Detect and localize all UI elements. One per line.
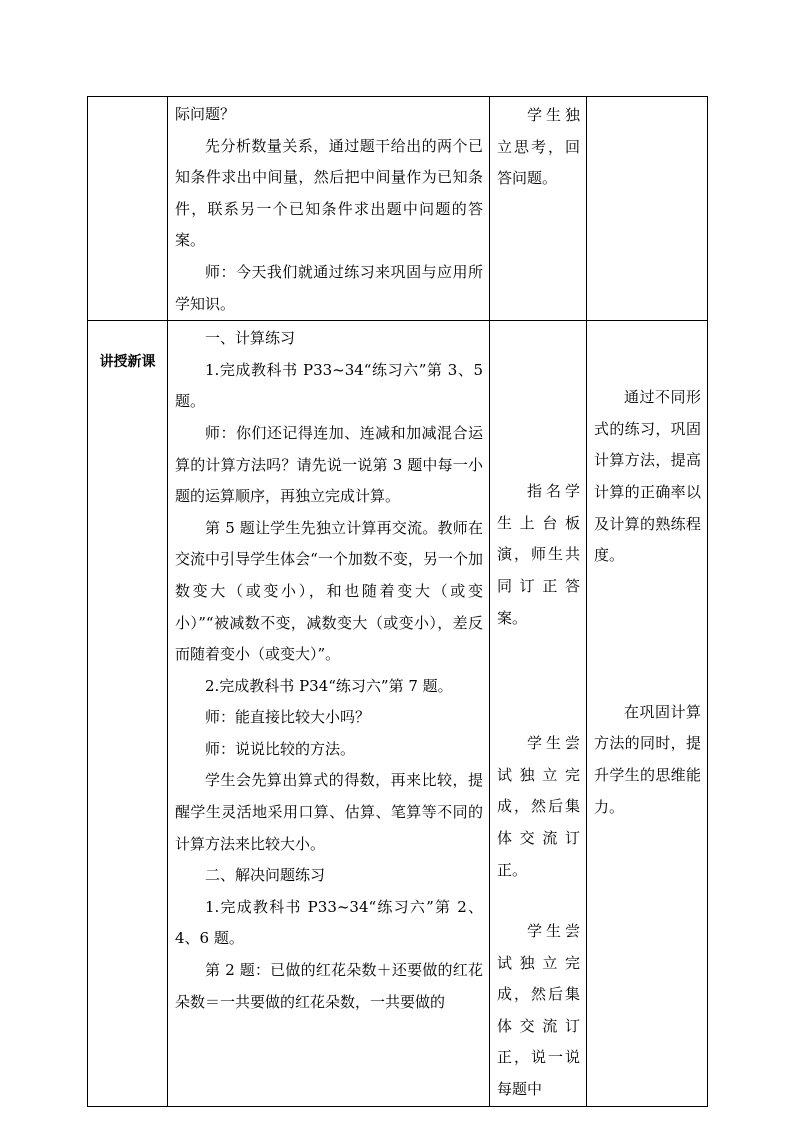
design-intent-cell	[587, 321, 708, 1107]
student-activity-cell	[490, 321, 587, 1107]
stage-label: 讲授新课	[99, 354, 156, 371]
content-paragraph: 际问题？	[175, 105, 236, 123]
content-paragraph: 第 2 题：已做的红花朵数＋还要做的红花朵数＝一共要做的红花朵数，一共要做的	[175, 961, 483, 1011]
content-cell	[168, 97, 490, 321]
stage-cell	[88, 97, 168, 321]
content-paragraph: 师：今天我们就通过练习来巩固与应用所学知识。	[175, 262, 483, 313]
content-paragraph: 师：能直接比较大小吗？	[205, 708, 371, 727]
design-intent-cell	[587, 97, 708, 321]
content-cell	[168, 321, 490, 1107]
lesson-plan-table	[87, 96, 708, 1107]
table-row	[88, 321, 708, 1107]
student-activity-text: 指名学生上台板演，师生共同订正答案。	[497, 482, 580, 627]
student-activity-cell	[490, 97, 587, 321]
content-paragraph: 二、解决问题练习	[205, 866, 326, 885]
design-intent-text: 通过不同形式的练习，巩固计算方法，提高计算的正确率以及计算的熟练程度。	[594, 388, 701, 565]
content-paragraph: 第 5 题让学生先独立计算再交流。教师在交流中引导学生体会“一个加数不变，另一个加数变大（或变小），和也随着变大（或变小）”“被减数不变，减数变大（或变小），差反而随着变小（或变大）”。	[175, 518, 483, 664]
student-activity-text: 学生独立思考，回答问题。	[497, 106, 580, 188]
content-paragraph: 师：说说比较的方法。	[205, 739, 356, 758]
content-paragraph: 2.完成教科书 P34“练习六”第 7 题。	[205, 676, 453, 695]
student-activity-text: 学生尝试独立完成，然后集体交流订正。	[497, 734, 580, 879]
content-paragraph: 1.完成教科书 P33~34“练习六”第 2、4、6 题。	[175, 897, 483, 948]
content-paragraph: 先分析数量关系，通过题干给出的两个已知条件求出中间量，然后把中间量作为已知条件，联系另一个已知条件求出题中问题的答案。	[175, 136, 483, 250]
content-paragraph: 1.完成教科书 P33~34“练习六”第 3、5 题。	[175, 360, 483, 411]
table-row	[88, 97, 708, 321]
content-paragraph: 一、计算练习	[205, 329, 296, 348]
stage-label	[88, 97, 167, 127]
design-intent-text: 在巩固计算方法的同时，提升学生的思维能力。	[594, 702, 701, 816]
content-paragraph: 师：你们还记得连加、连减和加减混合运算的计算方法吗？请先说一说第 3 题中每一小题的运算顺序，再独立完成计算。	[175, 423, 483, 506]
content-paragraph: 学生会先算出算式的得数，再来比较，提醒学生灵活地采用口算、估算、笔算等不同的计算方法来比较大小。	[175, 771, 483, 853]
stage-cell	[88, 321, 168, 1107]
student-activity-text: 学生尝试独立完成，然后集体交流订正，说一说每题中	[497, 922, 580, 1099]
